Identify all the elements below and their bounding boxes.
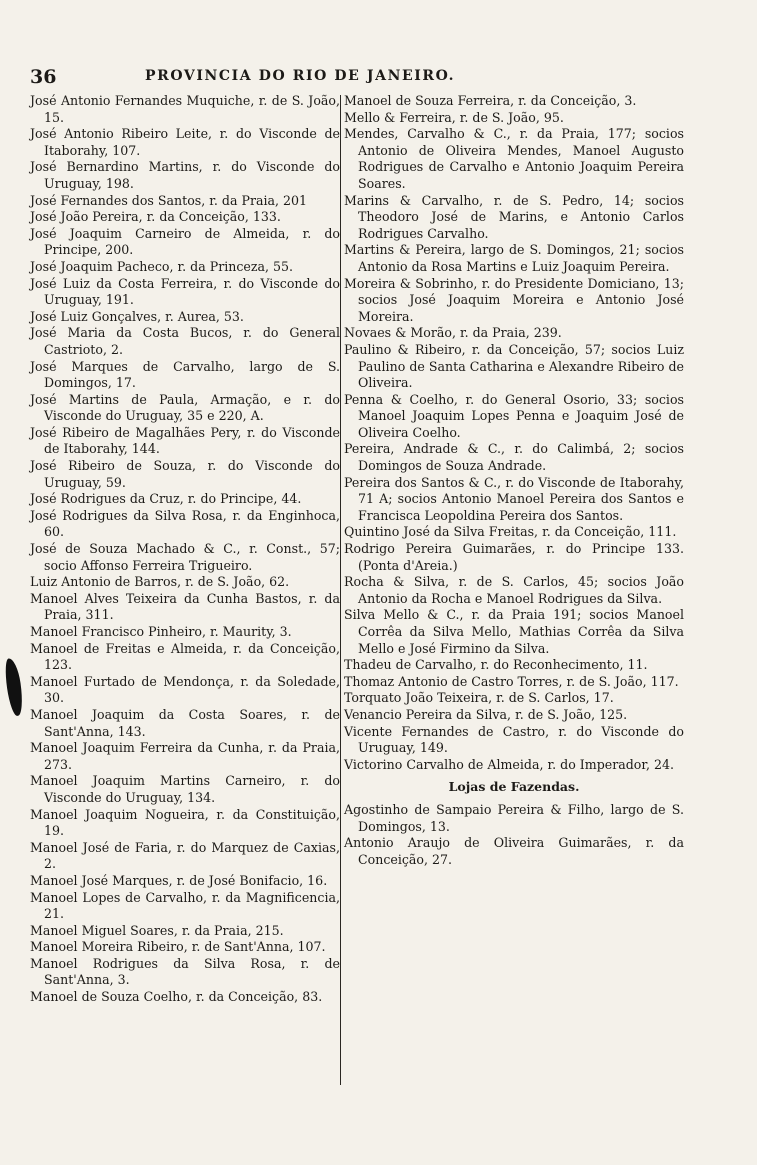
list-item: Novaes & Morão, r. da Praia, 239. xyxy=(344,325,562,341)
right-column xyxy=(344,93,684,868)
list-item: Moreira & Sobrinho, r. do Presidente Domiciano, 13; socios José Joaquim Moreira e Antonio José Moreira. xyxy=(344,275,684,324)
list-item: Manoel Moreira Ribeiro, r. de Sant'Anna, 107. xyxy=(30,939,326,955)
list-item: José Luiz Gonçalves, r. Aurea, 53. xyxy=(30,308,244,324)
list-item: Thadeu de Carvalho, r. do Reconhecimento, 11. xyxy=(344,657,648,673)
section-heading: Lojas de Fazendas. xyxy=(448,779,580,795)
list-item: Manoel Furtado de Mendonça, r. da Soledade, 30. xyxy=(30,673,340,706)
list-item: José Antonio Fernandes Muquiche, r. de S. João, 15. xyxy=(30,93,340,125)
list-item: Manoel Miguel Soares, r. da Praia, 215. xyxy=(30,922,284,938)
list-item: Torquato João Teixeira, r. de S. Carlos, 17. xyxy=(344,690,614,706)
list-item: Thomaz Antonio de Castro Torres, r. de S. João, 117. xyxy=(344,673,679,689)
page-number: 36 xyxy=(30,66,57,88)
list-item: Vicente Fernandes de Castro, r. do Visconde do Uruguay, 149. xyxy=(344,723,684,756)
list-item: José Ribeiro de Magalhães Pery, r. do Visconde de Itaborahy, 144. xyxy=(30,424,340,457)
list-item: José Maria da Costa Bucos, r. do General Castrioto, 2. xyxy=(30,325,340,357)
list-item: Manoel Joaquim Martins Carneiro, r. do Visconde do Uruguay, 134. xyxy=(30,773,340,805)
list-item: José Joaquim Carneiro de Almeida, r. do Principe, 200. xyxy=(30,225,340,258)
left-column xyxy=(30,93,340,1006)
thumb-stain xyxy=(3,657,25,716)
list-item: José de Souza Machado & C., r. Const., 57; socio Affonso Ferreira Trigueiro. xyxy=(30,541,340,573)
list-item: Marins & Carvalho, r. de S. Pedro, 14; socios Theodoro José de Marins, e Antonio Carlos Rodrigues Carvalho. xyxy=(344,192,684,241)
list-item: Paulino & Ribeiro, r. da Conceição, 57; socios Luiz Paulino de Santa Catharina e Alexandre Ribeiro de Oliveira. xyxy=(344,341,684,391)
list-item: Quintino José da Silva Freitas, r. da Conceição, 111. xyxy=(344,524,677,540)
list-item: Venancio Pereira da Silva, r. de S. João, 125. xyxy=(344,706,628,722)
list-item: Martins & Pereira, largo de S. Domingos, 21; socios Antonio da Rosa Martins e Luiz Joaquim Pereira. xyxy=(344,242,684,274)
list-item: José Rodrigues da Cruz, r. do Principe, 44. xyxy=(30,491,302,507)
list-item: José Ribeiro de Souza, r. do Visconde do Uruguay, 59. xyxy=(30,458,340,490)
column-divider xyxy=(340,95,341,1085)
list-item: José Rodrigues da Silva Rosa, r. da Enginhoca, 60. xyxy=(30,507,340,540)
list-item: Manoel de Freitas e Almeida, r. da Conceição, 123. xyxy=(30,640,340,673)
list-item: José Fernandes dos Santos, r. da Praia, 201 xyxy=(30,192,308,208)
list-item: Manoel de Souza Coelho, r. da Conceição, 83. xyxy=(30,989,323,1005)
list-item: Manoel José de Faria, r. do Marquez de Caxias, 2. xyxy=(30,839,340,872)
list-item: Pereira, Andrade & C., r. do Calimbá, 2; socios Domingos de Souza Andrade. xyxy=(344,441,684,474)
list-item: Manoel Rodrigues da Silva Rosa, r. de Sant'Anna, 3. xyxy=(30,955,340,988)
list-item: Victorino Carvalho de Almeida, r. do Imperador, 24. xyxy=(344,756,675,772)
list-item: Antonio Araujo de Oliveira Guimarães, r. da Conceição, 27. xyxy=(344,835,684,867)
list-item: Manoel Joaquim Nogueira, r. da Constituição, 19. xyxy=(30,806,340,839)
list-item: Manoel Lopes de Carvalho, r. da Magnificencia, 21. xyxy=(30,889,340,922)
list-item: Rocha & Silva, r. de S. Carlos, 45; socios João Antonio da Rocha e Manoel Rodrigues da Silva. xyxy=(344,574,684,606)
list-item: Luiz Antonio de Barros, r. de S. João, 62. xyxy=(30,574,290,590)
list-item: José João Pereira, r. da Conceição, 133. xyxy=(30,209,281,225)
list-item: José Martins de Paula, Armação, e r. do Visconde do Uruguay, 35 e 220, A. xyxy=(30,391,340,424)
list-item: Pereira dos Santos & C., r. do Visconde de Itaborahy, 71 A; socios Antonio Manoel Pereira dos Santos e Francisca Leopoldina Pereira dos Santos. xyxy=(344,474,684,523)
list-item: Manoel Alves Teixeira da Cunha Bastos, r. da Praia, 311. xyxy=(30,590,340,623)
list-item: Rodrigo Pereira Guimarães, r. do Principe 133. (Ponta d'Areia.) xyxy=(344,541,684,573)
list-item: Silva Mello & C., r. da Praia 191; socios Manoel Corrêa da Silva Mello, Mathias Corrêa da Silva Mello e José Firmino da Silva. xyxy=(344,607,684,656)
running-header: PROVINCIA DO RIO DE JANEIRO. xyxy=(145,68,456,84)
list-item: José Marques de Carvalho, largo de S. Domingos, 17. xyxy=(30,358,340,391)
list-item: Manoel José Marques, r. de José Bonifacio, 16. xyxy=(30,872,328,888)
list-item: Penna & Coelho, r. do General Osorio, 33; socios Manoel Joaquim Lopes Penna e Joaquim José de Oliveira Coelho. xyxy=(344,391,684,440)
list-item: Manoel Joaquim Ferreira da Cunha, r. da Praia, 273. xyxy=(30,740,340,772)
list-item: Manoel Francisco Pinheiro, r. Maurity, 3. xyxy=(30,624,292,639)
list-item: Mendes, Carvalho & C., r. da Praia, 177; socios Antonio de Oliveira Mendes, Manoel Augusto Rodrigues de Carvalho e Antonio Joaquim Pereira Soares. xyxy=(344,126,684,191)
list-item: Manoel Joaquim da Costa Soares, r. de Sant'Anna, 143. xyxy=(30,706,340,739)
list-item: Agostinho de Sampaio Pereira & Filho, largo de S. Domingos, 13. xyxy=(344,801,684,834)
list-item: José Joaquim Pacheco, r. da Princeza, 55. xyxy=(30,258,294,274)
list-item: Manoel de Souza Ferreira, r. da Conceição, 3. xyxy=(344,93,637,108)
list-item: José Antonio Ribeiro Leite, r. do Visconde de Itaborahy, 107. xyxy=(30,126,340,158)
list-item: Mello & Ferreira, r. de S. João, 95. xyxy=(344,109,564,125)
list-item: José Bernardino Martins, r. do Visconde do Uruguay, 198. xyxy=(30,159,340,191)
list-item: José Luiz da Costa Ferreira, r. do Visconde do Uruguay, 191. xyxy=(30,275,340,308)
